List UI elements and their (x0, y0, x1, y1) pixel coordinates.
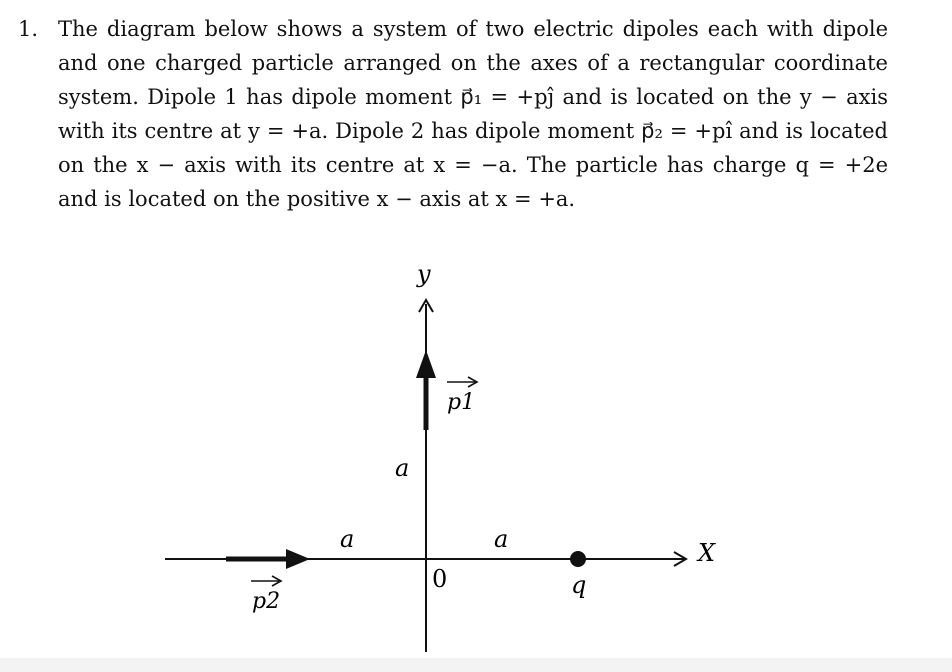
dipole1-label: p1 (447, 390, 476, 415)
charge-particle (570, 551, 586, 567)
problem-number: 1. (18, 17, 39, 41)
y-axis-label: y (417, 260, 431, 288)
distance-label-x-right: a (494, 525, 509, 553)
dipole2-arrowhead (286, 549, 310, 569)
origin-label: 0 (432, 565, 448, 593)
x-axis-label: X (698, 539, 716, 567)
dipole1-arrowhead (416, 350, 436, 378)
distance-label-x-left: a (340, 525, 355, 553)
distance-label-y: a (395, 454, 410, 482)
problem-statement: The diagram below shows a system of two electric dipoles each with dipole and one charged particle arranged on the axes of a rectangular coordinate system. Dipole 1 has dipole moment p⃗₁ = +pĵ and is located on the y − axis with its centre at y = +a. Dipole 2 has dipole moment p⃗₂ = +pî and is located on the x − axis with its centre at x = −a. The particle has charge q = +2e and is located on the positive x − axis at x = +a. (58, 17, 888, 211)
charge-label: q (571, 571, 587, 599)
dipole2-label: p2 (252, 589, 281, 614)
page-bottom-strip (0, 658, 952, 672)
